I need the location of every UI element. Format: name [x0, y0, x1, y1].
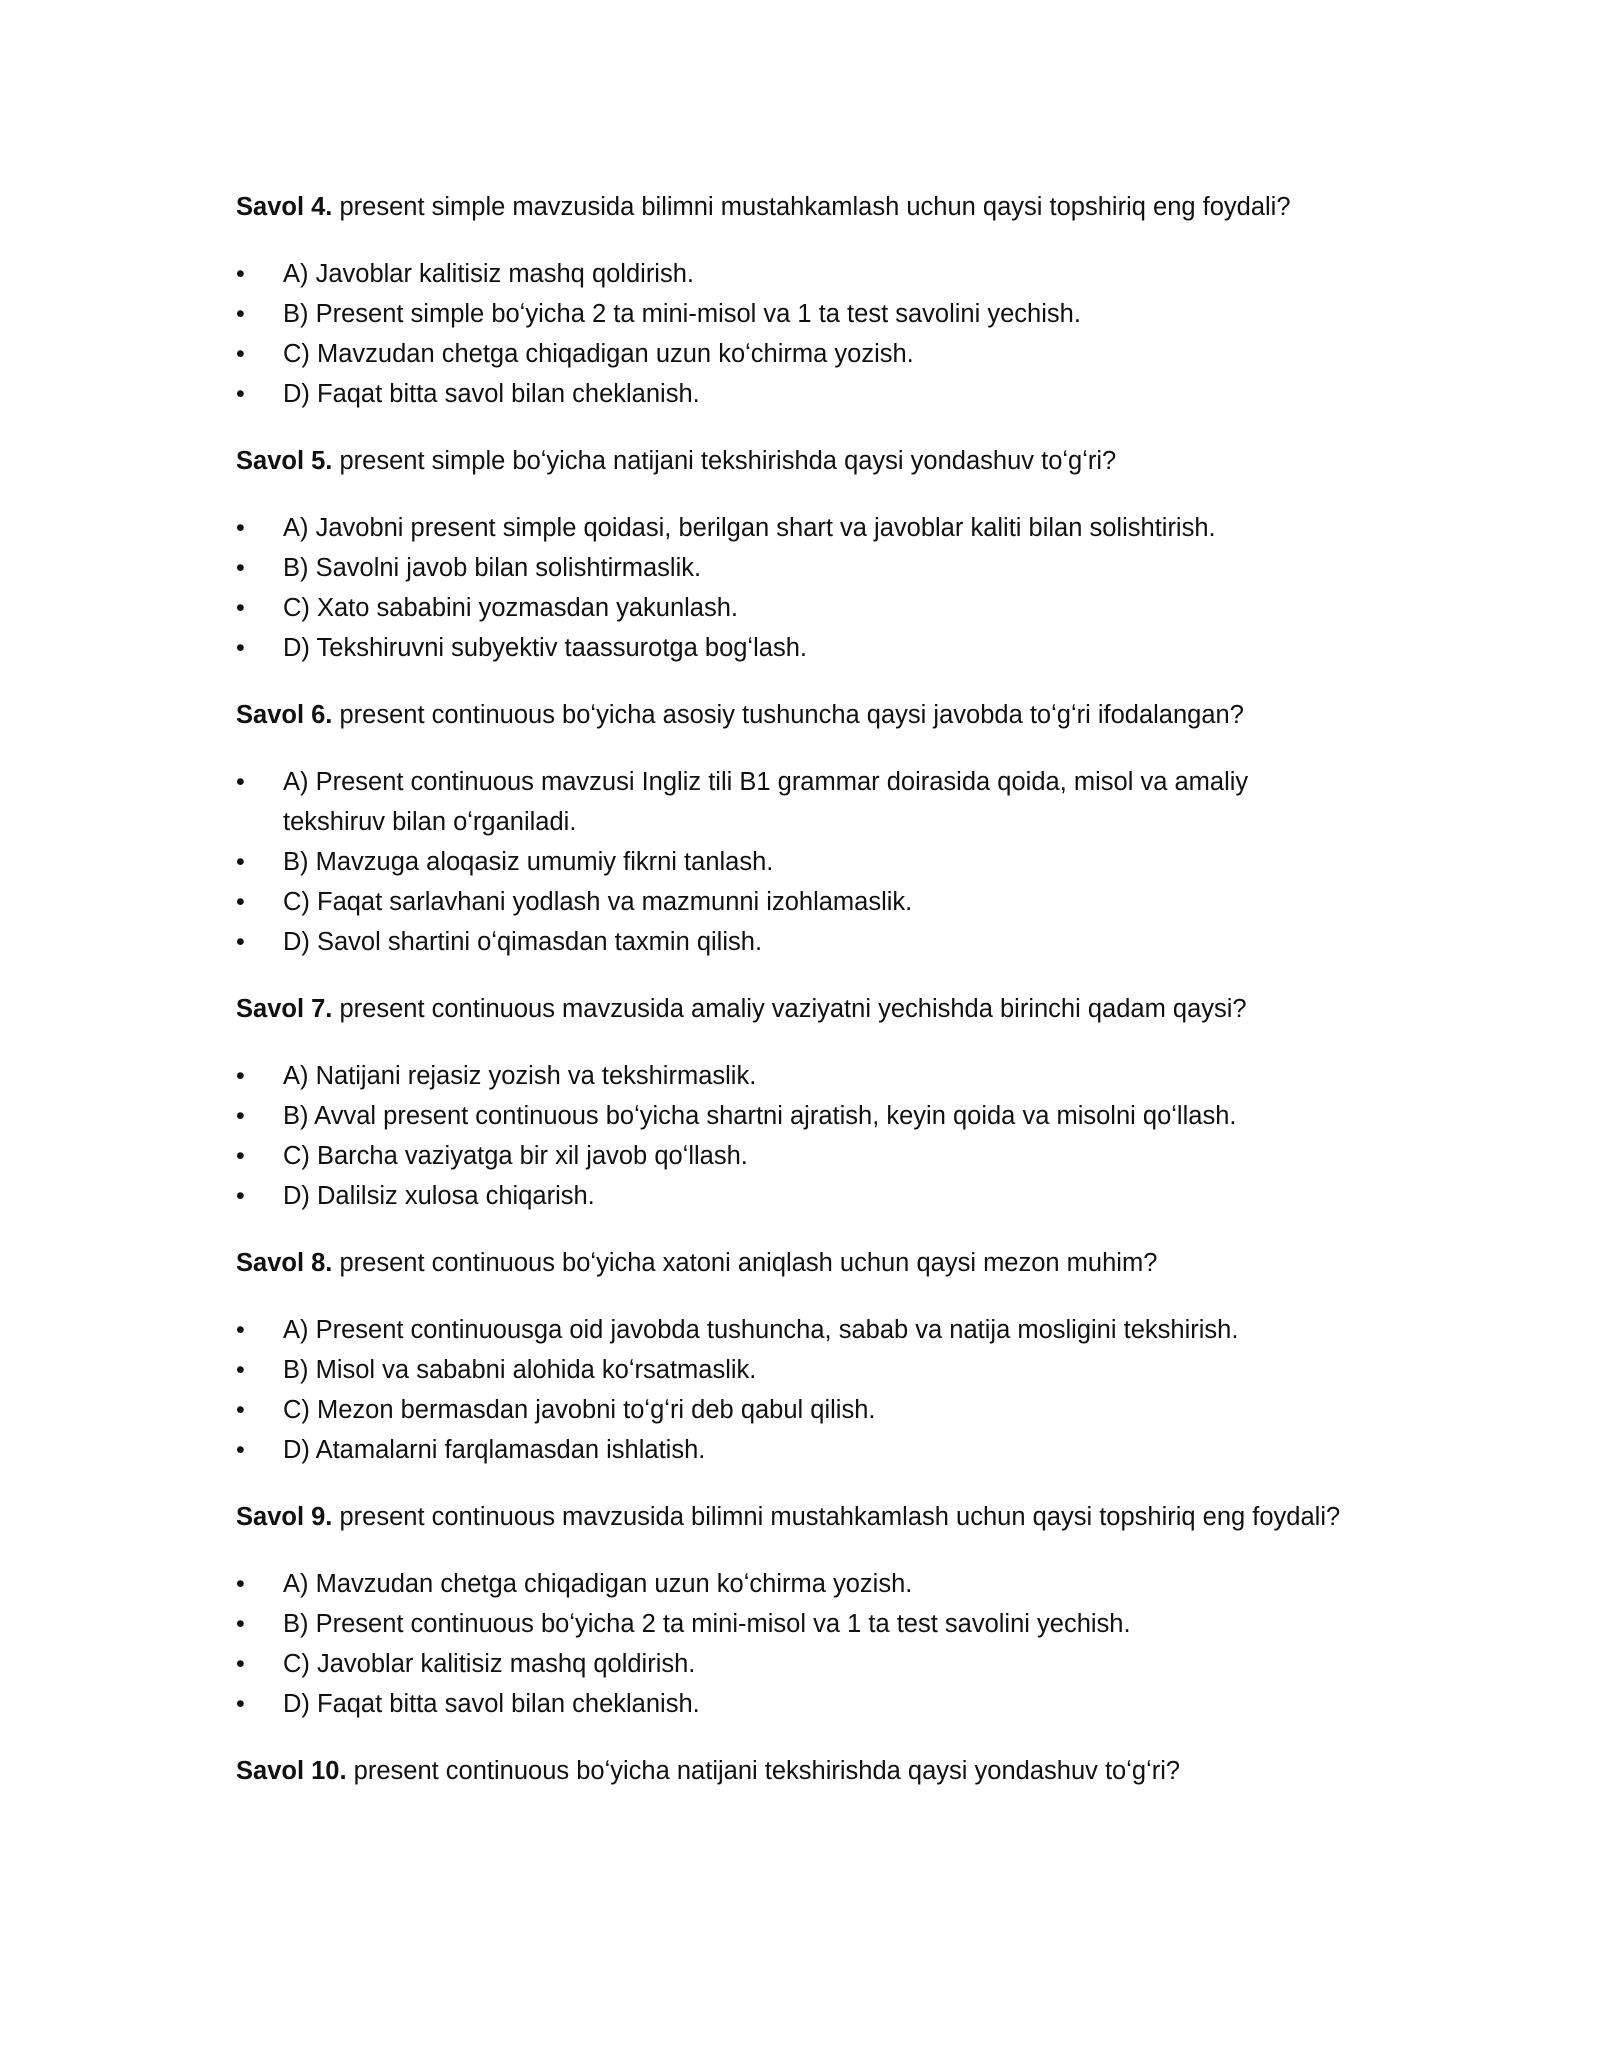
option-text: B) Present continuous boʻyicha 2 ta mini-misol va 1 ta test savolini yechish.	[283, 1610, 1131, 1638]
question-6	[236, 695, 1346, 735]
option-text: A) Natijani rejasiz yozish va tekshirmaslik.	[283, 1062, 757, 1090]
option-item	[236, 334, 1346, 374]
bullet-icon: •	[236, 1396, 245, 1424]
option-item	[236, 1056, 1346, 1096]
option-text: B) Avval present continuous boʻyicha shartni ajratish, keyin qoida va misolni qoʻllash.	[283, 1102, 1237, 1130]
option-item	[236, 588, 1346, 628]
question-number: Savol 6.	[236, 701, 333, 729]
option-text: C) Faqat sarlavhani yodlash va mazmunni izohlamaslik.	[283, 888, 913, 916]
question-number: Savol 5.	[236, 447, 333, 475]
bullet-icon: •	[236, 300, 245, 328]
option-text: A) Present continuous mavzusi Ingliz tili B1 grammar doirasida qoida, misol va amaliy tekshiruv bilan oʻrganiladi.	[283, 768, 1249, 836]
option-text: A) Present continuousga oid javobda tushuncha, sabab va natija mosligini tekshirish.	[283, 1316, 1239, 1344]
bullet-icon: •	[236, 1316, 245, 1344]
bullet-icon: •	[236, 1142, 245, 1170]
option-text: B) Mavzuga aloqasiz umumiy fikrni tanlash.	[283, 848, 774, 876]
option-text: A) Javoblar kalitisiz mashq qoldirish.	[283, 260, 694, 288]
option-item	[236, 842, 1346, 882]
option-item	[236, 628, 1346, 668]
question-text: present simple mavzusida bilimni mustahkamlash uchun qaysi topshiriq eng foydali?	[332, 193, 1291, 221]
bullet-icon: •	[236, 1650, 245, 1678]
option-item	[236, 1644, 1346, 1684]
option-item	[236, 1310, 1346, 1350]
option-item	[236, 1430, 1346, 1470]
option-text: D) Atamalarni farqlamasdan ishlatish.	[283, 1436, 706, 1464]
bullet-icon: •	[236, 1356, 245, 1384]
bullet-icon: •	[236, 768, 245, 796]
bullet-icon: •	[236, 1062, 245, 1090]
question-10	[236, 1751, 1346, 1791]
bullet-icon: •	[236, 1610, 245, 1638]
bullet-icon: •	[236, 1570, 245, 1598]
question-8	[236, 1243, 1346, 1283]
question-4	[236, 187, 1346, 227]
option-item	[236, 1604, 1346, 1644]
question-number: Savol 4.	[236, 193, 333, 221]
bullet-icon: •	[236, 340, 245, 368]
question-text: present continuous boʻyicha asosiy tushuncha qaysi javobda toʻgʻri ifodalangan?	[332, 701, 1244, 729]
question-number: Savol 8.	[236, 1249, 333, 1277]
bullet-icon: •	[236, 634, 245, 662]
bullet-icon: •	[236, 594, 245, 622]
option-text: D) Tekshiruvni subyektiv taassurotga bogʻlash.	[283, 634, 807, 662]
bullet-icon: •	[236, 1102, 245, 1130]
question-text: present continuous boʻyicha natijani tekshirishda qaysi yondashuv toʻgʻri?	[346, 1757, 1181, 1785]
option-text: B) Present simple boʻyicha 2 ta mini-misol va 1 ta test savolini yechish.	[283, 300, 1081, 328]
option-text: D) Savol shartini oʻqimasdan taxmin qilish.	[283, 928, 763, 956]
option-list-8	[236, 1310, 1346, 1470]
option-text: B) Misol va sababni alohida koʻrsatmaslik.	[283, 1356, 757, 1384]
option-list-4	[236, 254, 1346, 414]
option-item	[236, 294, 1346, 334]
option-text: C) Javoblar kalitisiz mashq qoldirish.	[283, 1650, 696, 1678]
question-number: Savol 7.	[236, 995, 333, 1023]
question-number: Savol 10.	[236, 1757, 347, 1785]
document-body	[236, 187, 1346, 1818]
option-item	[236, 374, 1346, 414]
option-text: D) Faqat bitta savol bilan cheklanish.	[283, 380, 700, 408]
question-text: present continuous mavzusida bilimni mustahkamlash uchun qaysi topshiriq eng foydali?	[332, 1503, 1341, 1531]
option-text: C) Mavzudan chetga chiqadigan uzun koʻchirma yozish.	[283, 340, 914, 368]
option-list-9	[236, 1564, 1346, 1724]
bullet-icon: •	[236, 554, 245, 582]
bullet-icon: •	[236, 514, 245, 542]
bullet-icon: •	[236, 1436, 245, 1464]
question-5	[236, 441, 1346, 481]
question-text: present continuous boʻyicha xatoni aniqlash uchun qaysi mezon muhim?	[332, 1249, 1158, 1277]
option-item	[236, 1096, 1346, 1136]
option-item	[236, 1564, 1346, 1604]
bullet-icon: •	[236, 928, 245, 956]
option-item	[236, 762, 1346, 842]
option-text: C) Barcha vaziyatga bir xil javob qoʻllash.	[283, 1142, 748, 1170]
option-text: D) Faqat bitta savol bilan cheklanish.	[283, 1690, 700, 1718]
bullet-icon: •	[236, 260, 245, 288]
option-text: C) Xato sababini yozmasdan yakunlash.	[283, 594, 739, 622]
option-item	[236, 548, 1346, 588]
question-number: Savol 9.	[236, 1503, 333, 1531]
option-text: C) Mezon bermasdan javobni toʻgʻri deb qabul qilish.	[283, 1396, 876, 1424]
option-item	[236, 922, 1346, 962]
option-item	[236, 882, 1346, 922]
bullet-icon: •	[236, 1690, 245, 1718]
option-text: A) Mavzudan chetga chiqadigan uzun koʻchirma yozish.	[283, 1570, 913, 1598]
option-list-5	[236, 508, 1346, 668]
bullet-icon: •	[236, 848, 245, 876]
option-item	[236, 1136, 1346, 1176]
option-text: A) Javobni present simple qoidasi, berilgan shart va javoblar kaliti bilan solishtirish.	[283, 514, 1216, 542]
option-list-6	[236, 762, 1346, 962]
question-9	[236, 1497, 1346, 1537]
question-7	[236, 989, 1346, 1029]
option-item	[236, 508, 1346, 548]
option-item	[236, 1390, 1346, 1430]
option-item	[236, 1684, 1346, 1724]
option-item	[236, 1350, 1346, 1390]
option-text: B) Savolni javob bilan solishtirmaslik.	[283, 554, 702, 582]
option-text: D) Dalilsiz xulosa chiqarish.	[283, 1182, 595, 1210]
bullet-icon: •	[236, 1182, 245, 1210]
option-list-7	[236, 1056, 1346, 1216]
bullet-icon: •	[236, 380, 245, 408]
option-item	[236, 254, 1346, 294]
option-item	[236, 1176, 1346, 1216]
question-text: present continuous mavzusida amaliy vaziyatni yechishda birinchi qadam qaysi?	[332, 995, 1247, 1023]
question-text: present simple boʻyicha natijani tekshirishda qaysi yondashuv toʻgʻri?	[332, 447, 1117, 475]
bullet-icon: •	[236, 888, 245, 916]
